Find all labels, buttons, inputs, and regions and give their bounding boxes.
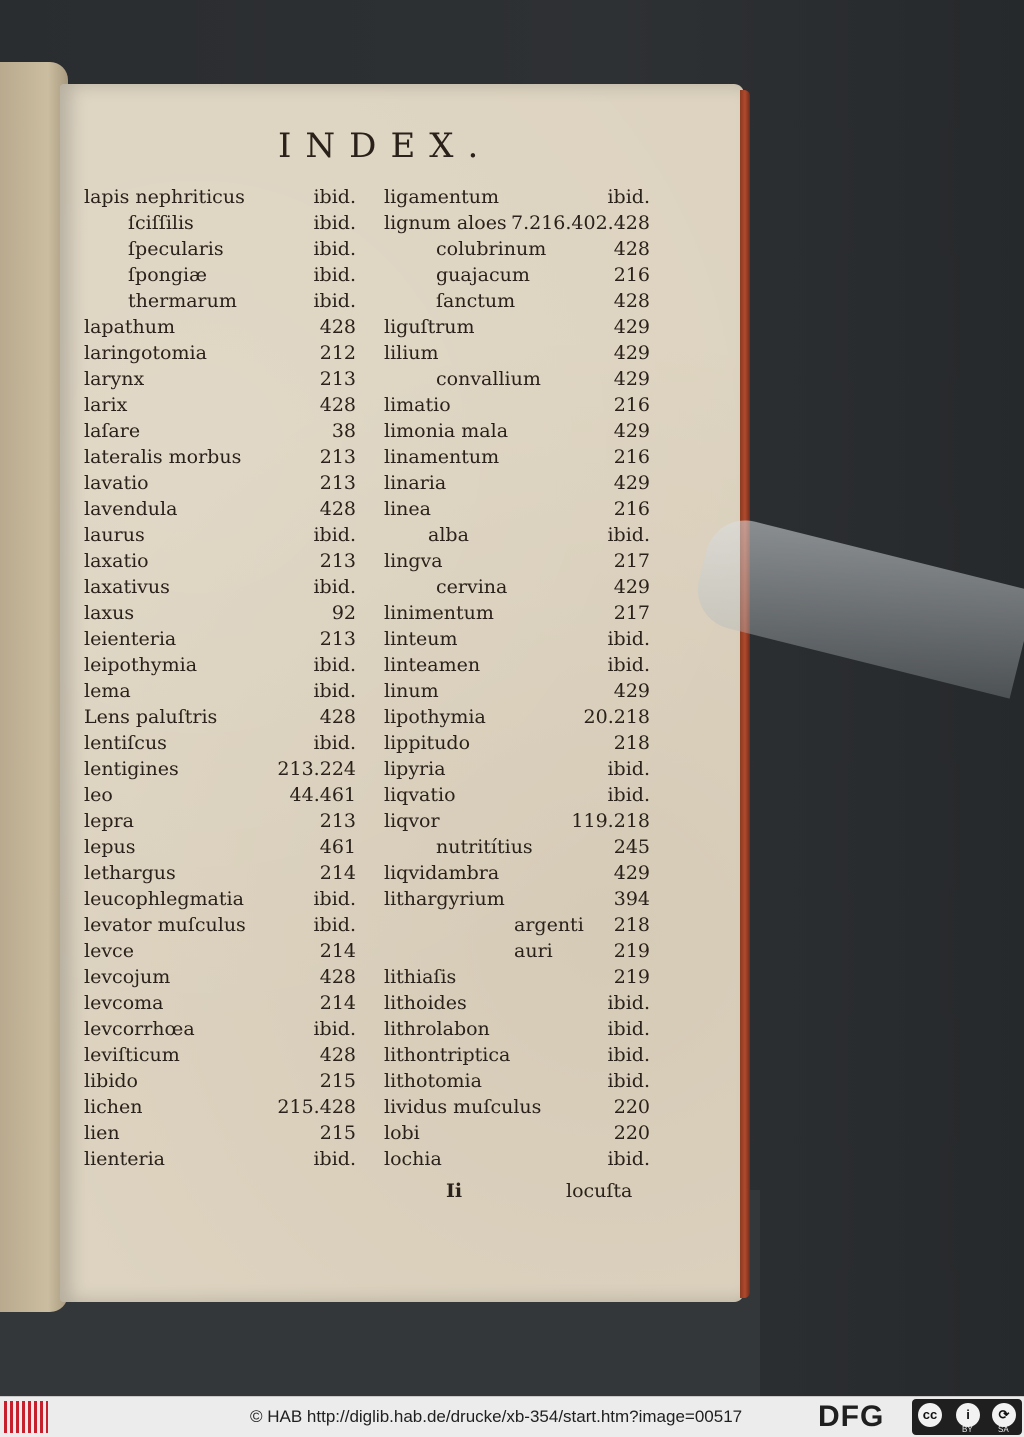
index-term: levcoma <box>84 992 164 1014</box>
index-entry <box>84 314 356 340</box>
index-term: lienteria <box>84 1148 166 1170</box>
index-page-ref: ibid. <box>607 1044 650 1066</box>
index-term: larix <box>84 394 128 416</box>
index-page-ref: ibid. <box>313 212 356 234</box>
index-entry <box>84 418 356 444</box>
index-entry <box>84 730 356 756</box>
index-term: lentigines <box>84 758 179 780</box>
index-page-ref: 218 <box>613 914 650 936</box>
index-entry <box>84 1042 356 1068</box>
index-term: libido <box>84 1070 138 1092</box>
index-page-ref: ibid. <box>607 758 650 780</box>
index-entry <box>384 288 650 314</box>
index-page-ref: 216 <box>613 264 650 286</box>
index-page-ref: ibid. <box>607 1148 650 1170</box>
index-page-ref: ibid. <box>607 654 650 676</box>
index-page-ref: ibid. <box>313 914 356 936</box>
index-page-ref: 213 <box>319 550 356 572</box>
index-entry <box>84 340 356 366</box>
index-page-ref: 217 <box>613 602 650 624</box>
index-term: lipyria <box>384 758 446 780</box>
index-term: levce <box>84 940 134 962</box>
index-entry <box>384 470 650 496</box>
index-page-ref: ibid. <box>607 1018 650 1040</box>
index-term: lavatio <box>84 472 149 494</box>
index-term: guajacum <box>436 264 530 286</box>
index-page-ref: 216 <box>613 446 650 468</box>
index-entry <box>384 236 650 262</box>
index-term: argenti <box>514 914 584 936</box>
index-entry <box>84 756 356 782</box>
index-term: lema <box>84 680 131 702</box>
index-page-ref: 214 <box>319 862 356 884</box>
index-term: lipothymia <box>384 706 486 728</box>
index-term: cervina <box>436 576 508 598</box>
index-page-ref: 20.218 <box>583 706 650 728</box>
index-entry <box>384 1068 650 1094</box>
index-entry <box>384 782 650 808</box>
dfg-logo: DFG <box>818 1400 885 1433</box>
index-entry <box>384 574 650 600</box>
index-term: lingva <box>384 550 443 572</box>
index-page-ref: ibid. <box>607 186 650 208</box>
index-page-ref: ibid. <box>313 238 356 260</box>
index-page-ref: 213 <box>319 810 356 832</box>
index-page-ref: 429 <box>613 576 650 598</box>
index-term: laſare <box>84 420 141 442</box>
index-page-ref: 428 <box>319 498 356 520</box>
index-term: levator muſculus <box>84 914 246 936</box>
index-term: lithotomia <box>384 1070 482 1092</box>
index-page-ref: 220 <box>613 1096 650 1118</box>
index-entry <box>84 496 356 522</box>
index-entry <box>384 496 650 522</box>
index-term: lethargus <box>84 862 176 884</box>
index-page-ref: 428 <box>319 394 356 416</box>
index-term: Lens paluſtris <box>84 706 218 728</box>
index-page-ref: ibid. <box>313 680 356 702</box>
index-entry <box>84 990 356 1016</box>
index-page-ref: ibid. <box>607 628 650 650</box>
index-page-ref: ibid. <box>607 524 650 546</box>
cc-icon: cc <box>918 1403 942 1427</box>
index-entry <box>384 808 650 834</box>
index-term: ſpongiæ <box>128 264 207 286</box>
index-term: leipothymia <box>84 654 198 676</box>
index-term: leucophlegmatia <box>84 888 244 910</box>
index-entry <box>384 366 650 392</box>
index-page-ref: 219 <box>613 966 650 988</box>
index-term: lithiaſis <box>384 966 457 988</box>
index-entry <box>84 808 356 834</box>
index-term: liqvatio <box>384 784 456 806</box>
index-page-ref: 429 <box>613 472 650 494</box>
sa-icon: ⟳ <box>992 1403 1016 1427</box>
index-page-ref: 219 <box>613 940 650 962</box>
index-entry <box>384 912 650 938</box>
index-page-ref: 213 <box>319 446 356 468</box>
index-term: lividus muſculus <box>384 1096 542 1118</box>
index-term: lentiſcus <box>84 732 167 754</box>
index-page-ref: 215.428 <box>277 1096 356 1118</box>
index-entry <box>84 1094 356 1120</box>
index-page-ref: 213 <box>319 472 356 494</box>
index-page-ref: 214 <box>319 992 356 1014</box>
index-term: linum <box>384 680 439 702</box>
index-term: laringotomia <box>84 342 207 364</box>
index-entry <box>84 210 356 236</box>
index-page-ref: 215 <box>319 1122 356 1144</box>
index-term: colubrinum <box>436 238 547 260</box>
index-entry <box>84 652 356 678</box>
index-term: lapathum <box>84 316 176 338</box>
index-entry <box>384 834 650 860</box>
index-term: lapis nephriticus <box>84 186 245 208</box>
index-term: liqvidambra <box>384 862 500 884</box>
index-entry <box>384 340 650 366</box>
index-entry <box>384 678 650 704</box>
sa-label: SA <box>998 1425 1009 1434</box>
index-page-ref: 213 <box>319 368 356 390</box>
index-term: thermarum <box>128 290 237 312</box>
index-page-ref: ibid. <box>313 1018 356 1040</box>
index-page-ref: ibid. <box>313 186 356 208</box>
index-entry <box>384 262 650 288</box>
index-term: limonia mala <box>384 420 509 442</box>
index-page-ref: 428 <box>319 966 356 988</box>
index-entry <box>384 704 650 730</box>
index-term: lippitudo <box>384 732 471 754</box>
index-page-ref: 92 <box>331 602 356 624</box>
hab-logo-icon <box>4 1401 48 1433</box>
index-page-ref: 429 <box>613 862 650 884</box>
index-entry <box>84 1016 356 1042</box>
index-term: laxativus <box>84 576 170 598</box>
index-page-ref: 428 <box>613 238 650 260</box>
index-page-ref: 216 <box>613 498 650 520</box>
index-term: linteum <box>384 628 458 650</box>
index-term: liqvor <box>384 810 440 832</box>
index-page-ref: 429 <box>613 420 650 442</box>
index-term: linimentum <box>384 602 494 624</box>
index-term: lateralis morbus <box>84 446 242 468</box>
index-page-ref: 7.216.402.428 <box>510 212 650 234</box>
index-entry <box>384 548 650 574</box>
index-page-ref: 214 <box>319 940 356 962</box>
index-term: ligamentum <box>384 186 500 208</box>
index-entry <box>84 236 356 262</box>
previous-page-edge <box>0 62 68 1312</box>
index-page-ref: ibid. <box>607 1070 650 1092</box>
index-term: ſpecularis <box>128 238 224 260</box>
index-page-ref: ibid. <box>313 576 356 598</box>
index-entry <box>84 938 356 964</box>
index-term: linaria <box>384 472 447 494</box>
index-entry <box>84 1120 356 1146</box>
index-page-ref: ibid. <box>313 524 356 546</box>
index-page-ref: 429 <box>613 342 650 364</box>
index-term: alba <box>428 524 469 546</box>
index-term: lignum aloes <box>384 212 507 234</box>
index-entry <box>384 938 650 964</box>
index-term: convallium <box>436 368 541 390</box>
by-label: BY <box>962 1425 973 1434</box>
index-page-ref: 428 <box>319 1044 356 1066</box>
index-entry <box>384 184 650 210</box>
index-term: ſanctum <box>436 290 516 312</box>
index-entry <box>384 860 650 886</box>
index-term: levcorrhœa <box>84 1018 195 1040</box>
index-term: lichen <box>84 1096 143 1118</box>
index-page-ref: 119.218 <box>571 810 650 832</box>
index-page-ref: 44.461 <box>289 784 356 806</box>
index-page-ref: 213 <box>319 628 356 650</box>
index-entry <box>84 444 356 470</box>
index-entry <box>84 626 356 652</box>
index-entry <box>384 418 650 444</box>
index-entry <box>384 314 650 340</box>
index-term: nutritítius <box>436 836 533 858</box>
index-page-ref: 38 <box>331 420 356 442</box>
index-entry <box>384 886 650 912</box>
index-page-ref: 429 <box>613 316 650 338</box>
index-term: lepus <box>84 836 136 858</box>
index-term: linea <box>384 498 431 520</box>
index-page-ref: 461 <box>319 836 356 858</box>
footer-bar <box>0 1396 1024 1437</box>
index-entry <box>384 444 650 470</box>
index-entry <box>84 262 356 288</box>
index-entry <box>384 392 650 418</box>
signature-mark: Ii <box>446 1180 463 1202</box>
index-term: lochia <box>384 1148 442 1170</box>
index-entry <box>384 522 650 548</box>
index-term: laxus <box>84 602 135 624</box>
index-entry <box>84 886 356 912</box>
index-term: auri <box>514 940 553 962</box>
index-term: limatio <box>384 394 451 416</box>
index-term: leo <box>84 784 113 806</box>
index-column-right <box>384 184 650 1172</box>
index-page-ref: 429 <box>613 368 650 390</box>
catchword: locuſta <box>566 1180 633 1202</box>
index-entry <box>84 860 356 886</box>
index-term: laxatio <box>84 550 149 572</box>
index-entry <box>84 834 356 860</box>
index-entry <box>84 782 356 808</box>
index-entry <box>84 366 356 392</box>
index-entry <box>384 730 650 756</box>
index-page-ref: ibid. <box>313 264 356 286</box>
index-entry <box>84 392 356 418</box>
index-entry <box>84 1146 356 1172</box>
index-term: ſciſſilis <box>128 212 194 234</box>
index-entry <box>84 288 356 314</box>
index-term: lithargyrium <box>384 888 505 910</box>
index-entry <box>384 1120 650 1146</box>
index-page-ref: 428 <box>319 316 356 338</box>
by-icon: i <box>956 1403 980 1427</box>
index-page-ref: ibid. <box>607 784 650 806</box>
index-term: leviſticum <box>84 1044 180 1066</box>
index-page-ref: ibid. <box>607 992 650 1014</box>
index-term: liguſtrum <box>384 316 475 338</box>
index-entry <box>84 964 356 990</box>
index-page-ref: 212 <box>319 342 356 364</box>
index-page-ref: 245 <box>613 836 650 858</box>
index-page-ref: ibid. <box>313 888 356 910</box>
index-entry <box>84 1068 356 1094</box>
index-entry <box>84 184 356 210</box>
index-page-ref: 218 <box>613 732 650 754</box>
index-term: lithontriptica <box>384 1044 511 1066</box>
index-term: laurus <box>84 524 145 546</box>
footer-credit-link[interactable]: © HAB http://diglib.hab.de/drucke/xb-354/start.htm?image=00517 <box>250 1407 743 1426</box>
index-entry <box>384 1016 650 1042</box>
index-term: linamentum <box>384 446 500 468</box>
index-entry <box>384 1042 650 1068</box>
index-entry <box>84 522 356 548</box>
index-entry <box>384 1094 650 1120</box>
index-page-ref: 215 <box>319 1070 356 1092</box>
index-term: lavendula <box>84 498 178 520</box>
index-term: lilium <box>384 342 439 364</box>
cc-license-badge[interactable] <box>912 1399 1022 1435</box>
index-page-ref: ibid. <box>313 1148 356 1170</box>
index-page-ref: 428 <box>319 706 356 728</box>
index-entry <box>384 964 650 990</box>
index-page-ref: 217 <box>613 550 650 572</box>
index-entry <box>384 652 650 678</box>
index-page-ref: ibid. <box>313 732 356 754</box>
index-entry <box>384 600 650 626</box>
index-term: levcojum <box>84 966 171 988</box>
index-entry <box>384 990 650 1016</box>
index-entry <box>384 626 650 652</box>
index-term: larynx <box>84 368 145 390</box>
index-page-ref: 394 <box>613 888 650 910</box>
page-edge <box>740 90 750 1298</box>
index-entry <box>84 574 356 600</box>
index-term: linteamen <box>384 654 481 676</box>
index-entry <box>384 1146 650 1172</box>
index-column-left <box>84 184 356 1172</box>
index-term: lithoides <box>384 992 467 1014</box>
index-page-ref: 428 <box>613 290 650 312</box>
index-entry <box>84 548 356 574</box>
index-page-ref: 429 <box>613 680 650 702</box>
index-page-ref: ibid. <box>313 290 356 312</box>
index-page-ref: ibid. <box>313 654 356 676</box>
index-entry <box>84 912 356 938</box>
index-term: leienteria <box>84 628 177 650</box>
index-term: lithrolabon <box>384 1018 490 1040</box>
index-entry <box>84 678 356 704</box>
index-entry <box>84 600 356 626</box>
index-term: lepra <box>84 810 134 832</box>
index-entry <box>384 210 650 236</box>
index-entry <box>84 704 356 730</box>
index-term: lien <box>84 1122 120 1144</box>
page-title: INDEX. <box>278 126 493 166</box>
index-page-ref: 216 <box>613 394 650 416</box>
index-page-ref: 213.224 <box>277 758 356 780</box>
index-entry <box>384 756 650 782</box>
index-page-ref: 220 <box>613 1122 650 1144</box>
index-term: lobi <box>384 1122 420 1144</box>
index-entry <box>84 470 356 496</box>
